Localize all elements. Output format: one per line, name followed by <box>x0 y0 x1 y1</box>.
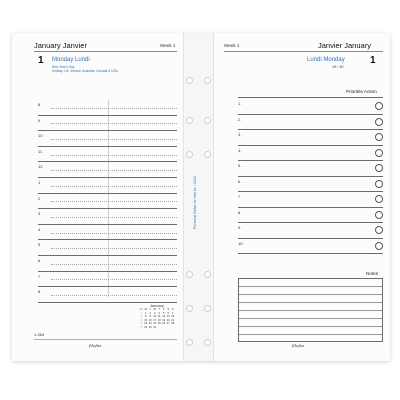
punch-hole <box>186 151 193 158</box>
calendar-week-number: 2 <box>140 315 142 318</box>
priority-number: 6. <box>238 178 242 184</box>
half-hour-line <box>51 233 177 234</box>
punch-hole <box>186 305 193 312</box>
calendar-day: 20 <box>166 318 170 322</box>
priority-row[interactable] <box>238 192 383 208</box>
half-hour-line <box>51 123 177 124</box>
right-header-rule <box>224 51 383 52</box>
time-label: 4 <box>38 226 41 232</box>
calendar-week-number: 3 <box>140 318 142 322</box>
priority-checkbox[interactable] <box>375 102 383 110</box>
left-day-number: 1 <box>38 55 44 66</box>
notes-box[interactable] <box>238 278 383 342</box>
calendar-day: 17 <box>153 318 157 322</box>
punch-hole <box>204 151 211 158</box>
right-week-label: Week 1 <box>224 43 240 48</box>
right-brand-logo: filofax <box>292 343 305 348</box>
priority-row[interactable] <box>238 223 383 239</box>
calendar-day <box>171 326 176 330</box>
time-label: 11 <box>38 148 43 154</box>
calendar-day: 23 <box>148 322 152 325</box>
calendar-day: 27 <box>166 322 170 325</box>
time-label: 10 <box>38 133 43 139</box>
punch-hole <box>204 117 211 124</box>
time-label: 1 <box>38 180 41 185</box>
note-line <box>239 310 382 311</box>
half-hour-line <box>51 217 177 218</box>
mini-calendar <box>139 304 175 329</box>
priority-row[interactable] <box>238 239 383 255</box>
priority-number: 4. <box>238 147 242 153</box>
priority-row[interactable] <box>238 161 383 177</box>
calendar-day: 31 <box>153 325 157 329</box>
page-code: 1-364 <box>34 332 45 337</box>
half-hour-line <box>51 279 177 280</box>
holiday-name: New Year's Day <box>52 65 75 69</box>
punch-hole <box>204 77 211 84</box>
calendar-header-cell: W <box>153 308 156 311</box>
calendar-day: 12 <box>162 315 166 318</box>
calendar-day: 8 <box>145 315 147 318</box>
priority-checkbox[interactable] <box>375 149 383 157</box>
half-hour-line <box>51 170 177 171</box>
half-hour-line <box>51 248 177 249</box>
calendar-day: 22 <box>144 322 148 325</box>
time-label: 12 <box>38 164 43 170</box>
calendar-day: 29 <box>144 325 148 329</box>
half-hour-line <box>51 201 177 202</box>
calendar-day: 11 <box>157 315 161 318</box>
time-label: 3 <box>38 211 41 217</box>
left-header-rule <box>34 51 177 52</box>
calendar-header-cell: T <box>149 308 152 311</box>
priority-checkbox[interactable] <box>375 211 383 219</box>
calendar-header-cell: M <box>144 308 147 311</box>
left-month-title: January Janvier <box>34 41 87 50</box>
priority-number: 8. <box>238 209 242 215</box>
priority-checkbox[interactable] <box>375 133 383 141</box>
priorities-title: Priorités Action <box>346 89 377 94</box>
note-line <box>239 286 382 287</box>
half-hour-line <box>51 155 177 156</box>
calendar-day: 26 <box>162 322 166 325</box>
calendar-day: 30 <box>148 325 152 329</box>
calendar-header-cell: S <box>171 308 174 311</box>
priority-checkbox[interactable] <box>375 164 383 172</box>
punch-hole <box>186 77 193 84</box>
half-hour-line <box>51 264 177 265</box>
calendar-day: 19 <box>162 318 166 322</box>
calendar-day: 4 <box>158 311 160 315</box>
calendar-day: 28 <box>171 322 175 325</box>
punch-hole <box>204 271 211 278</box>
left-brand-logo: filofax <box>89 343 102 348</box>
punch-hole <box>186 339 193 346</box>
left-week-label: Week 1 <box>160 43 176 48</box>
punch-hole <box>186 117 193 124</box>
punch-hole <box>186 271 193 278</box>
note-line <box>239 326 382 327</box>
calendar-week-number: 5 <box>140 325 142 329</box>
time-label: 7 <box>38 273 41 279</box>
time-label: 8 <box>38 289 41 295</box>
calendar-day: 15 <box>144 318 148 322</box>
calendar-day: 18 <box>157 318 161 322</box>
priority-row[interactable] <box>238 146 383 162</box>
priority-number: 7. <box>238 194 242 199</box>
priority-row[interactable] <box>238 99 383 115</box>
priority-number: 9. <box>238 225 242 230</box>
priority-checkbox[interactable] <box>375 226 383 234</box>
half-hour-line <box>51 108 177 109</box>
calendar-header-cell: S <box>167 308 170 311</box>
calendar-day: 14 <box>171 315 175 318</box>
time-label: 5 <box>38 242 41 248</box>
priority-checkbox[interactable] <box>375 195 383 203</box>
right-month-title: Janvier January <box>318 41 371 50</box>
priority-row[interactable] <box>238 130 383 146</box>
holiday-regions: Holiday: UK, Ireland, Australia, Canada & USA <box>52 69 118 73</box>
priorities-top-rule <box>238 97 383 98</box>
note-line <box>239 302 382 303</box>
calendar-header-cell: T <box>158 308 161 311</box>
mini-calendar-grid <box>139 308 175 329</box>
note-line <box>239 318 382 319</box>
calendar-header-cell: Wk <box>139 308 144 311</box>
planner-spread <box>12 33 390 361</box>
priority-number: 3. <box>238 132 242 137</box>
notes-title: Notes <box>366 271 379 276</box>
priority-row[interactable] <box>238 115 383 131</box>
priority-checkbox[interactable] <box>375 118 383 126</box>
priority-checkbox[interactable] <box>375 242 383 250</box>
punch-hole <box>204 339 211 346</box>
mini-calendar-title: January <box>150 304 164 308</box>
calendar-day: 16 <box>148 318 152 322</box>
priority-row[interactable] <box>238 177 383 193</box>
priority-number: 5. <box>238 163 242 168</box>
priority-number: 1. <box>238 101 242 106</box>
time-label: 2 <box>38 195 41 201</box>
half-hour-line <box>51 295 177 296</box>
calendar-day: 21 <box>171 318 175 322</box>
gutter-brand-text: Personal filofax for interior / 2023 <box>193 176 197 229</box>
left-day-name: Monday Lundi <box>52 57 90 63</box>
priority-row[interactable] <box>238 208 383 224</box>
left-footer-rule <box>34 339 177 340</box>
calendar-day: 9 <box>149 315 151 318</box>
calendar-day: 3 <box>154 311 156 315</box>
calendar-day: 10 <box>153 315 157 318</box>
calendar-day: 5 <box>163 311 165 315</box>
right-page <box>213 33 390 361</box>
priority-number: 10. <box>238 240 244 246</box>
calendar-day: 6 <box>167 311 169 315</box>
half-hour-line <box>51 139 177 140</box>
calendar-day: 1 <box>145 311 147 315</box>
priority-checkbox[interactable] <box>375 180 383 188</box>
calendar-day: 24 <box>153 322 157 325</box>
half-hour-line <box>51 186 177 187</box>
time-label: 6 <box>38 258 41 263</box>
calendar-week-number: 1 <box>140 311 142 315</box>
day-count: 1K / 1K <box>332 65 344 69</box>
time-label: 8 <box>38 102 41 107</box>
calendar-day: 25 <box>157 322 161 325</box>
note-line <box>239 294 382 295</box>
punch-hole <box>204 305 211 312</box>
calendar-header-cell: F <box>162 308 165 311</box>
right-day-number: 1 <box>370 55 376 66</box>
left-page <box>12 33 184 361</box>
calendar-day: 7 <box>172 311 174 315</box>
right-day-name: Lundi Monday <box>307 57 345 63</box>
calendar-day: 2 <box>149 311 151 315</box>
note-line <box>239 334 382 335</box>
priority-number: 2. <box>238 116 242 122</box>
time-label: 9 <box>38 117 41 123</box>
calendar-day: 13 <box>166 315 170 318</box>
calendar-week-number: 4 <box>140 322 142 325</box>
